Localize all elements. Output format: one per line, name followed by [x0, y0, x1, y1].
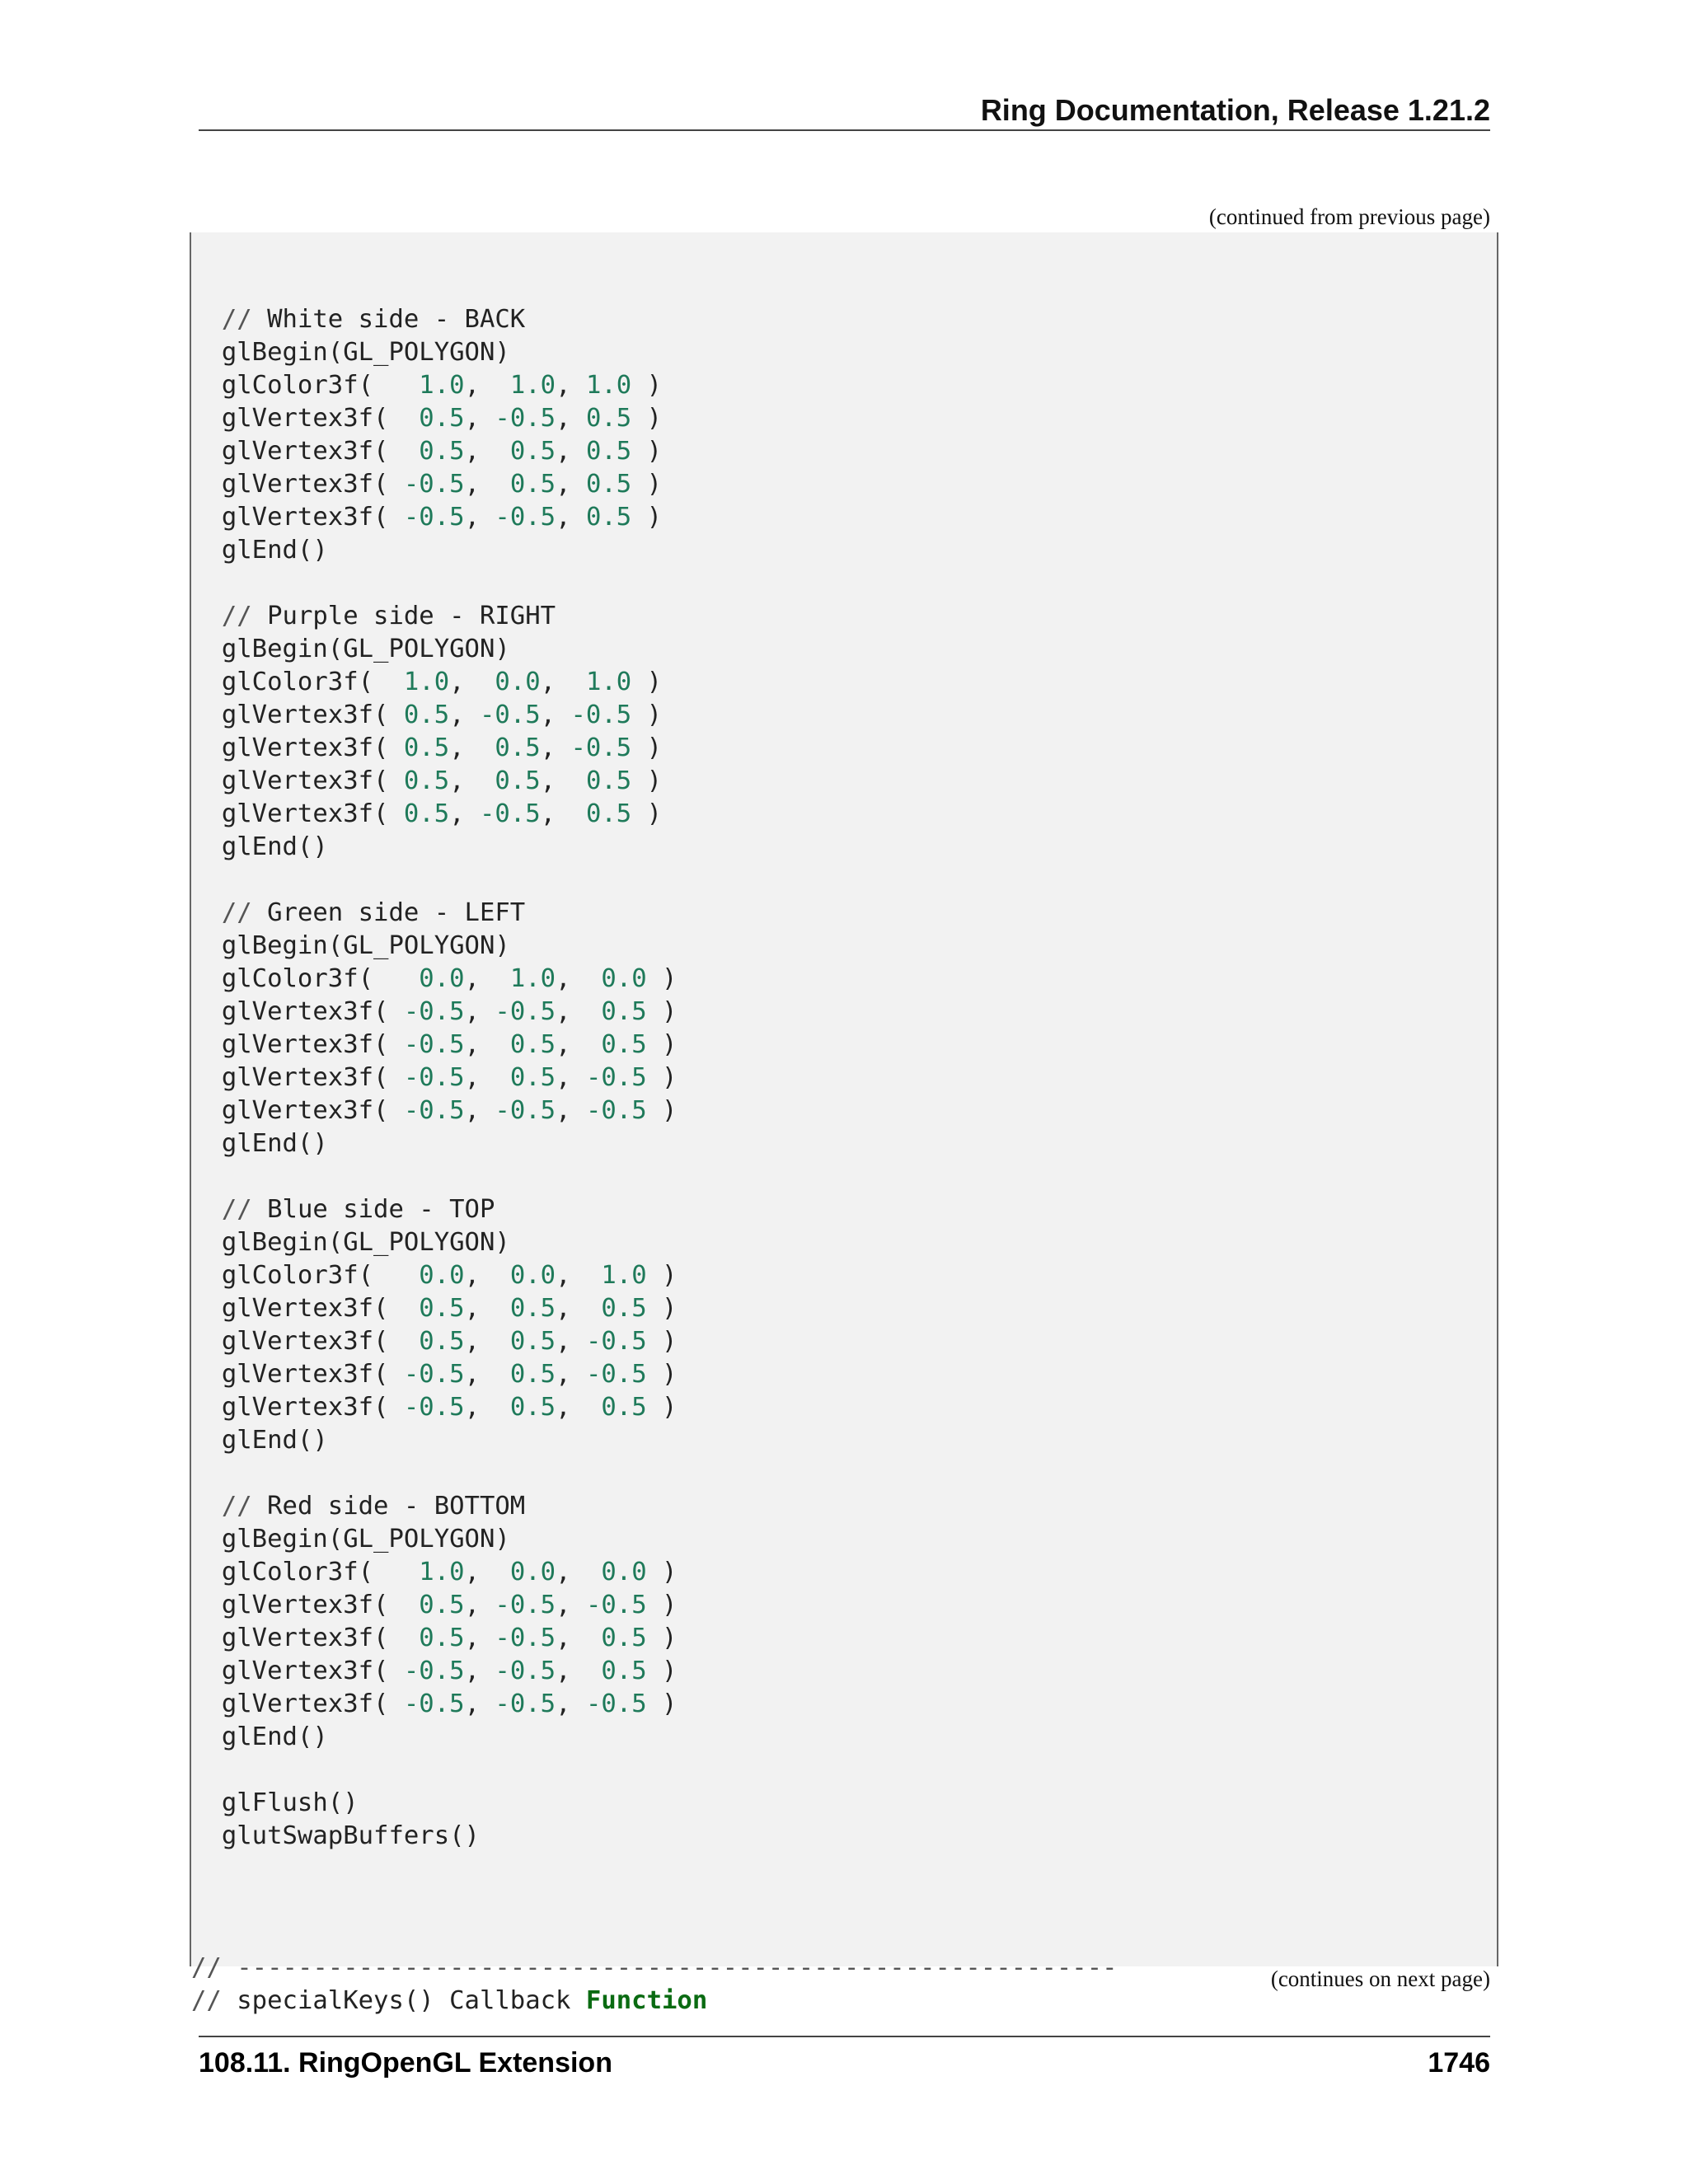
code-line — [191, 1919, 1118, 1952]
code-line: glVertex3f( -0.5, 0.5, -0.5 ) — [191, 1360, 678, 1389]
code-line — [191, 567, 1118, 600]
code-line: glVertex3f( -0.5, 0.5, 0.5 ) — [191, 1393, 678, 1422]
code-line: // White side - BACK — [221, 305, 526, 334]
code-line: glVertex3f( -0.5, 0.5, 0.5 ) — [191, 1030, 678, 1059]
code-line: // Red side - BOTTOM — [221, 1492, 526, 1521]
continues-on-note: (continues on next page) — [1270, 1966, 1490, 1991]
code-line: // Purple side - RIGHT — [221, 602, 556, 630]
code-line: glutSwapBuffers() — [191, 1821, 480, 1850]
code-line: glEnd() — [191, 1426, 328, 1455]
code-line: glEnd() — [191, 832, 328, 861]
code-line: glColor3f( 1.0, 1.0, 1.0 ) — [191, 371, 663, 400]
code-line: glVertex3f( 0.5, -0.5, 0.5 ) — [191, 799, 663, 828]
code-line: glVertex3f( -0.5, -0.5, -0.5 ) — [191, 1690, 678, 1718]
code-line: glBegin(GL_POLYGON) — [191, 1228, 510, 1257]
code-line: glBegin(GL_POLYGON) — [191, 635, 510, 663]
header-rule — [199, 129, 1490, 131]
code-line: glBegin(GL_POLYGON) — [191, 338, 510, 367]
code-line — [191, 864, 1118, 897]
code-line: glVertex3f( -0.5, -0.5, 0.5 ) — [191, 503, 663, 532]
code-line — [191, 1457, 1118, 1490]
code-line: glVertex3f( 0.5, 0.5, -0.5 ) — [191, 733, 663, 762]
page-header-title: Ring Documentation, Release 1.21.2 — [980, 93, 1490, 127]
code-line: glColor3f( 1.0, 0.0, 0.0 ) — [191, 1558, 678, 1586]
code-line: glColor3f( 1.0, 0.0, 1.0 ) — [191, 668, 663, 696]
footer-rule — [199, 2036, 1490, 2037]
code-line: glBegin(GL_POLYGON) — [191, 931, 510, 960]
code-line: glVertex3f( 0.5, -0.5, 0.5 ) — [191, 1624, 678, 1652]
code-line — [191, 1853, 1118, 1886]
code-line: glVertex3f( 0.5, -0.5, 0.5 ) — [191, 404, 663, 433]
footer-page-number: 1746 — [1428, 2047, 1490, 2079]
code-line: glVertex3f( -0.5, 0.5, -0.5 ) — [191, 1063, 678, 1092]
code-line — [191, 1160, 1118, 1193]
code-line: glFlush() — [191, 1788, 359, 1817]
code-line: glVertex3f( 0.5, 0.5, -0.5 ) — [191, 1327, 678, 1356]
code-line: // Green side - LEFT — [221, 898, 526, 927]
code-line: // specialKeys() Callback Function — [191, 1986, 708, 2015]
code-line: glVertex3f( 0.5, 0.5, 0.5 ) — [191, 1294, 678, 1323]
code-line: glEnd() — [191, 1722, 328, 1751]
code-line: glVertex3f( 0.5, -0.5, -0.5 ) — [191, 701, 663, 729]
code-line: glVertex3f( 0.5, 0.5, 0.5 ) — [191, 766, 663, 795]
code-line: glVertex3f( -0.5, -0.5, 0.5 ) — [191, 1657, 678, 1685]
continued-from-note: (continued from previous page) — [1208, 204, 1490, 229]
code-line: // ---------------------------------------------------------- — [191, 1953, 1118, 1982]
code-line: glVertex3f( -0.5, 0.5, 0.5 ) — [191, 470, 663, 499]
code-line: // Blue side - TOP — [221, 1195, 495, 1224]
code-line: glEnd() — [191, 536, 328, 565]
code-line — [191, 270, 1118, 303]
code-line: glColor3f( 0.0, 0.0, 1.0 ) — [191, 1261, 678, 1290]
footer-section-title: 108.11. RingOpenGL Extension — [199, 2047, 612, 2079]
code-line: glEnd() — [191, 1129, 328, 1158]
code-line: glBegin(GL_POLYGON) — [191, 1525, 510, 1554]
code-line: glVertex3f( 0.5, -0.5, -0.5 ) — [191, 1591, 678, 1619]
code-line: glVertex3f( -0.5, -0.5, 0.5 ) — [191, 997, 678, 1026]
code-line — [191, 1886, 1118, 1919]
code-line: glColor3f( 0.0, 1.0, 0.0 ) — [191, 964, 678, 993]
code-line — [191, 1754, 1118, 1787]
code-line: glVertex3f( 0.5, 0.5, 0.5 ) — [191, 437, 663, 466]
code-line: glVertex3f( -0.5, -0.5, -0.5 ) — [191, 1096, 678, 1125]
code-listing — [191, 270, 1118, 2018]
